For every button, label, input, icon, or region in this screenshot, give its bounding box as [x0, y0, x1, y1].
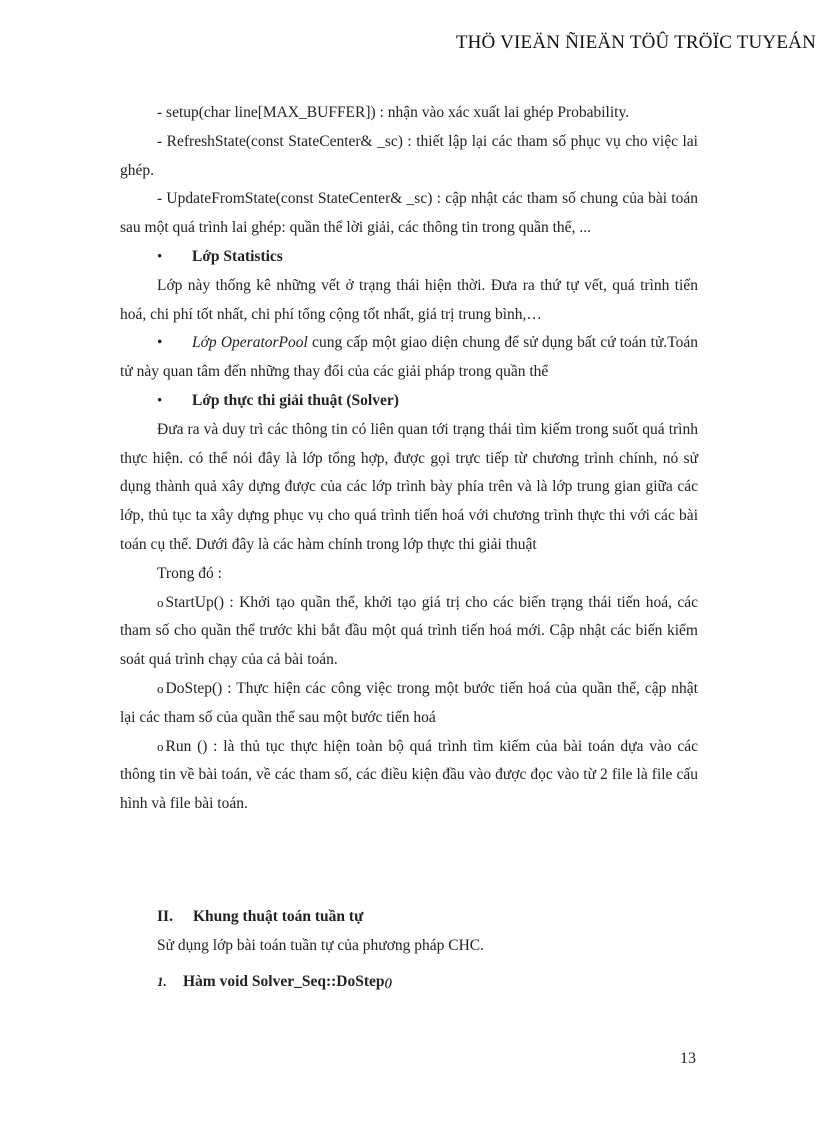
section-description: Sử dụng lớp bài toán tuần tự của phương pháp CHC. [157, 936, 485, 954]
solver-description: Đưa ra và duy trì các thông tin có liên quan tới trạng thái tìm kiếm trong suốt quá trình thực hiện. có thể nói đây là lớp tổng hợp, được gọi trực tiếp từ chương trình chính, nó sử dụng thành quả xây dựng được của các lớp trình bày phía trên và là lớp trung gian giữa các lớp, thủ tục ta xây dựng phục vụ cho quá trình tiến hoá với chương trình thực thi với các bài toán cụ thể. Dưới đây là các hàm chính trong lớp thực thi giải thuật [120, 420, 698, 553]
circle-bullet-icon: o [157, 680, 164, 696]
page-header: THÖ VIEÄN ÑIEÄN TÖÛ TRÖÏC TUYEÁN [455, 32, 816, 53]
subsection-number: 1. [157, 973, 167, 989]
operator-pool-title: Lớp OperatorPool [192, 334, 308, 352]
subsection-title-paren: () [384, 974, 393, 989]
solver-item-text: StartUp() : Khởi tạo quần thể, khởi tạo giá trị cho các biến trạng thái tiến hoá, các tham số cho quần thể trước khi bắt đầu một quá trình tiến hoá mới. Cập nhật các biến kiểm soát quá trình chạy của cả bài toán. [120, 593, 698, 669]
section-heading [120, 903, 698, 932]
page-number: 13 [680, 1050, 696, 1067]
refresh-state-paragraph: - RefreshState(const StateCenter& _sc) : thiết lập lại các tham số phục vụ cho việc lai ghép. [120, 132, 698, 179]
subsection-title: Hàm void Solver_Seq::DoStep [183, 972, 385, 990]
setup-paragraph: - setup(char line[MAX_BUFFER]) : nhận vào xác xuất lai ghép Probability. [157, 104, 630, 121]
bullet-icon: • [157, 248, 163, 265]
section-number: II. [157, 907, 173, 925]
update-from-state-paragraph: - UpdateFromState(const StateCenter& _sc) : cập nhật các tham số chung của bài toán sau một quá trình lai ghép: quần thể lời giải, các thông tin trong quần thể, ... [120, 190, 698, 237]
statistics-heading [120, 243, 698, 272]
operator-pool-paragraph [120, 329, 698, 387]
circle-bullet-icon: o [157, 594, 164, 610]
statistics-title: Lớp Statistics [192, 247, 283, 265]
solver-item-dostep [120, 675, 698, 733]
solver-title: Lớp thực thi giải thuật (Solver) [192, 391, 399, 409]
bullet-icon: • [157, 334, 163, 352]
solver-item-text: Run () : là thủ tục thực hiện toàn bộ quá trình tìm kiếm của bài toán dựa vào các thông tin về bài toán, về các tham số, các điều kiện đầu vào được đọc vào từ 2 file là file cấu hình và file bài toán. [120, 737, 698, 813]
operator-pool-description: cung cấp một giao diện chung để sử dụng bất cứ toán tử.Toán tử này quan tâm đến những thay đổi của các giải pháp trong quần thể [120, 334, 698, 381]
solver-heading [120, 387, 698, 416]
subsection-heading [120, 968, 698, 997]
bullet-icon: • [157, 392, 163, 409]
solver-item-run [120, 733, 698, 819]
solver-item-startup [120, 589, 698, 675]
solver-intro: Trong đó : [157, 564, 222, 582]
section-title: Khung thuật toán tuần tự [193, 907, 364, 925]
circle-bullet-icon: o [157, 738, 164, 754]
solver-item-text: DoStep() : Thực hiện các công việc trong một bước tiến hoá của quần thể, cập nhật lại các tham số của quần thể sau một bước tiến hoá [120, 679, 698, 726]
document-body [120, 99, 698, 996]
statistics-description: Lớp này thống kê những vết ở trạng thái hiện thời. Đưa ra thứ tự vết, quá trình tiến hoá, chi phí tốt nhất, chi phí tổng cộng tốt nhất, giá trị trung bình,… [120, 276, 698, 323]
section-spacer [120, 819, 698, 903]
